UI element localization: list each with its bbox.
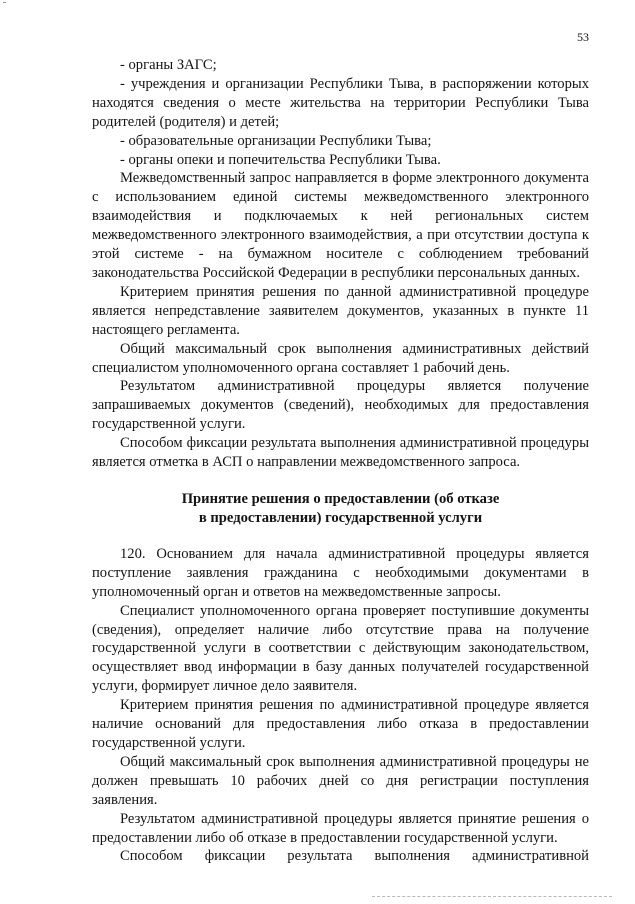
paragraph-procedure-result: Результатом административной процедуры является получение запрашиваемых документов (сведений), необходимых для предоставления государственной услуги. bbox=[92, 378, 589, 433]
paragraph-max-duration-2: Общий максимальный срок выполнения административной процедуры не должен превышать 10 рабочих дней со дня регистрации поступления заявления. bbox=[92, 753, 589, 808]
paragraph-fixation-method-2: Способом фиксации результата выполнения административной bbox=[120, 848, 589, 865]
paragraph-list-item-education: - образовательные организации Республики Тыва; bbox=[120, 132, 432, 149]
section-heading-line-1: Принятие решения о предоставлении (об отказе bbox=[181, 490, 500, 507]
paragraph-item-120: 120. Основанием для начала административной процедуры является поступление заявления гражданина с необходимыми документами в уполномоченный орган и ответов на межведомственные запросы. bbox=[92, 545, 589, 600]
paragraph-interagency-request: Межведомственный запрос направляется в форме электронного документа с использованием единой системы межведомственного электронного взаимодействия и подключаемых к ней региональных систем межведомственного электронного взаимодействия, а при отсутствии доступа к этой системе - на бумажном носителе с соблюдением требований законодательства Российской Федерации в республики персональных данных. bbox=[92, 170, 589, 281]
paragraph-procedure-result-2: Результатом административной процедуры является принятие решения о предоставлении либо об отказе в предоставлении государственной услуги. bbox=[92, 810, 589, 846]
paragraph-list-item-institutions: - учреждения и организации Республики Тыва, в распоряжении которых находятся сведения о месте жительства на территории Республики Тыва родителей (родителя) и детей; bbox=[92, 75, 589, 130]
section-heading-line-2: в предоставлении) государственной услуги bbox=[198, 509, 483, 526]
bottom-dashed-rule bbox=[372, 896, 612, 897]
paragraph-list-item-zags: - органы ЗАГС; bbox=[120, 57, 217, 73]
scan-corner-mark bbox=[3, 2, 6, 3]
section-heading bbox=[92, 490, 589, 528]
paragraph-specialist-checks: Специалист уполномоченного органа проверяет поступившие документы (сведения), определяет наличие либо отсутствие права на получение государственной услуги в соответствии с действующим законодательством, осуществляет ввод информации в базу данных получателей государственной услуги, формирует личное дело заявителя. bbox=[92, 602, 589, 695]
page-content bbox=[92, 56, 589, 866]
page-number: 53 bbox=[577, 30, 589, 44]
paragraph-decision-criterion: Критерием принятия решения по данной административной процедуре является непредставление заявителем документов, указанных в пункте 11 настоящего регламента. bbox=[92, 283, 589, 338]
paragraph-list-item-guardianship: - органы опеки и попечительства Республики Тыва. bbox=[120, 151, 441, 168]
paragraph-decision-criterion-2: Критерием принятия решения по административной процедуре является наличие оснований для предоставления либо отказа в предоставлении государственной услуги. bbox=[92, 697, 589, 751]
paragraph-fixation-method: Способом фиксации результата выполнения административной процедуры является отметка в АСП о направлении межведомственного запроса. bbox=[92, 435, 589, 471]
paragraph-max-duration: Общий максимальный срок выполнения административных действий специалистом уполномоченного органа составляет 1 рабочий день. bbox=[92, 340, 589, 376]
